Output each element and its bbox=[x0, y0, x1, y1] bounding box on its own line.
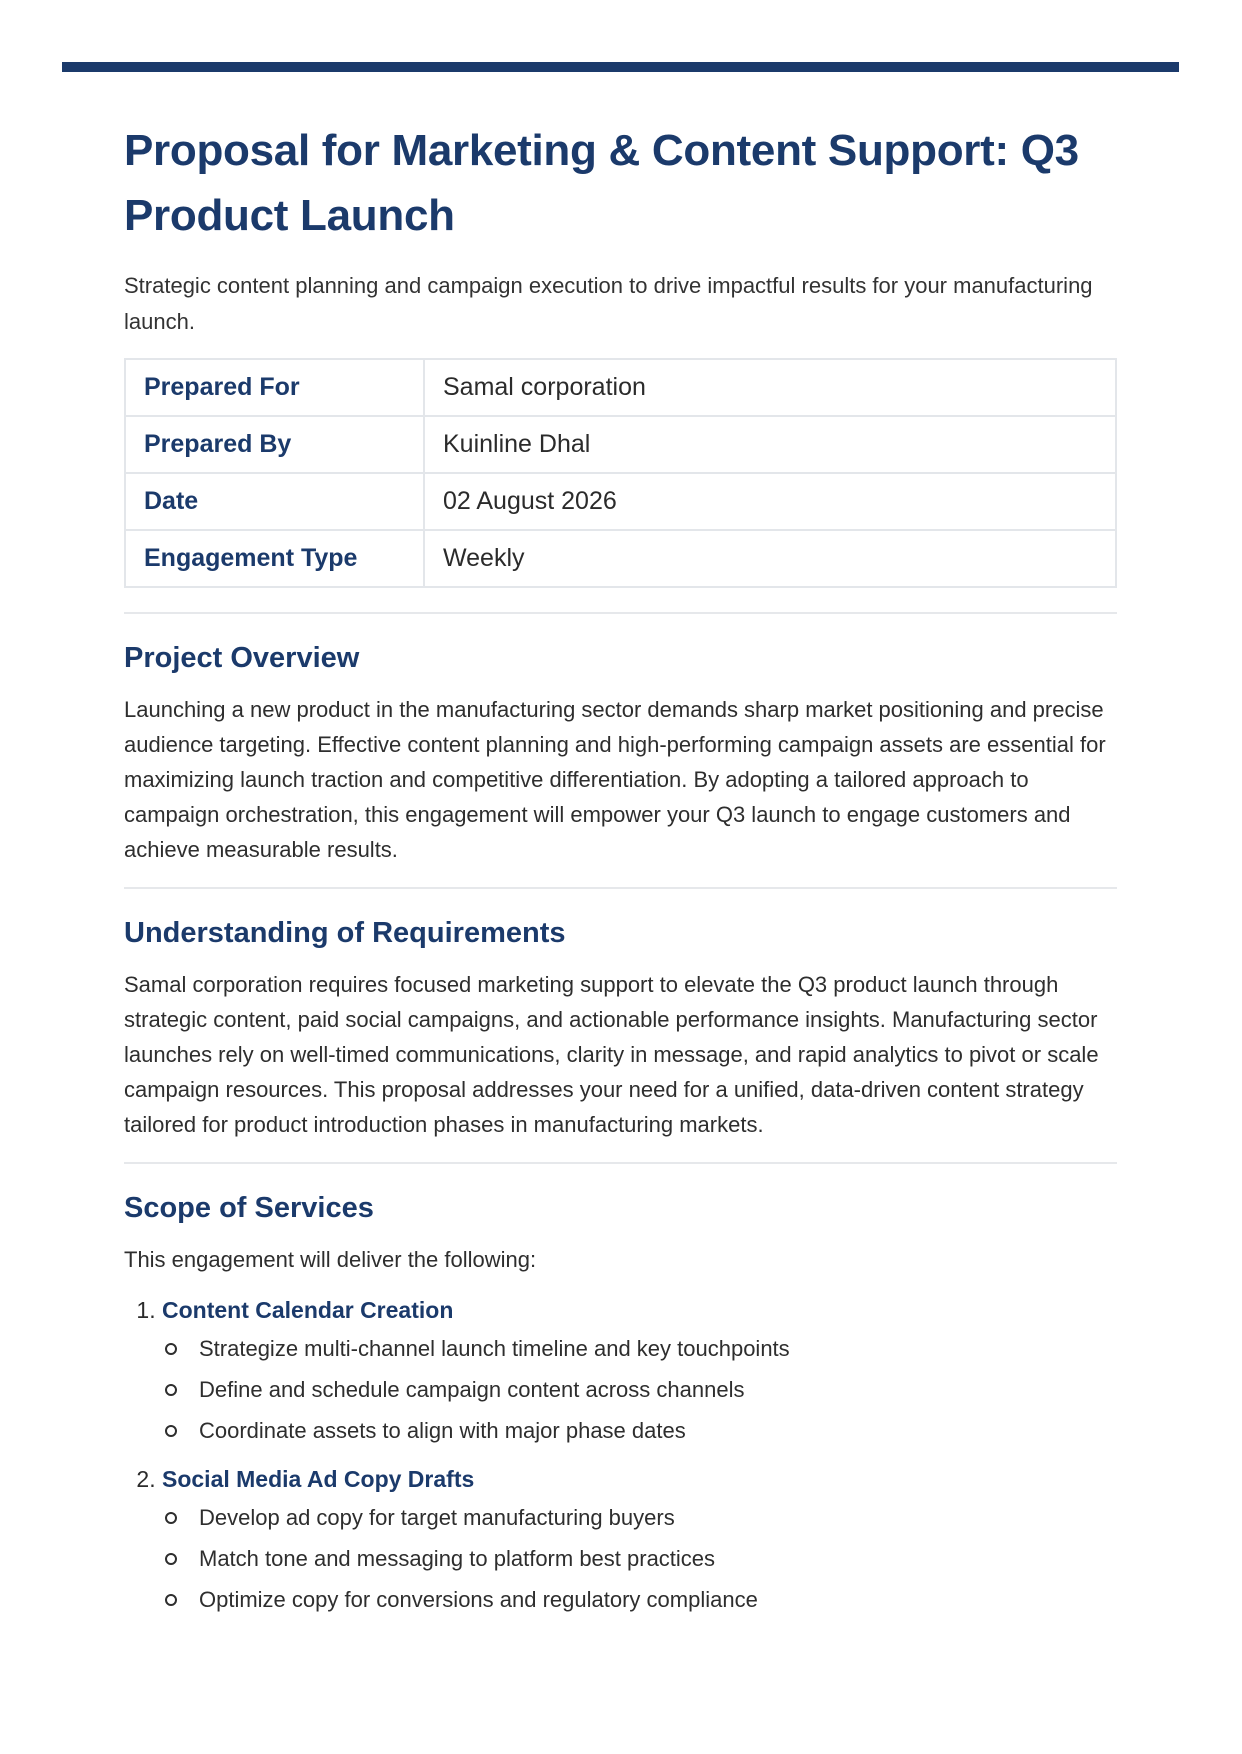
bullet-circle-icon bbox=[165, 1553, 177, 1565]
scope-point: Match tone and messaging to platform best practices bbox=[199, 1546, 716, 1571]
project-overview-heading: Project Overview bbox=[124, 642, 360, 674]
list-item bbox=[162, 1328, 1117, 1369]
table-row bbox=[125, 359, 1116, 416]
bullet-circle-icon bbox=[165, 1425, 177, 1437]
table-row bbox=[125, 530, 1116, 587]
scope-list bbox=[124, 1292, 1117, 1620]
project-overview-text: Launching a new product in the manufacturing sector demands sharp market positioning and precise audience targeting. Effective content planning and high-performing campaign assets are essential for maximizing launch traction and competitive differentiation. By adopting a tailored approach to campaign orchestration, this engagement will empower your Q3 launch to engage customers and achieve measurable results. bbox=[124, 697, 1106, 862]
table-row bbox=[125, 416, 1116, 473]
header-accent-bar bbox=[62, 62, 1179, 72]
prepared-by-label: Prepared By bbox=[125, 416, 424, 473]
list-item bbox=[162, 1497, 1117, 1538]
scope-point: Develop ad copy for target manufacturing buyers bbox=[199, 1505, 675, 1530]
prepared-by-value: Kuinline Dhal bbox=[424, 416, 1116, 473]
scope-intro: This engagement will deliver the following: bbox=[124, 1247, 537, 1272]
list-item bbox=[162, 1538, 1117, 1579]
document-title: Proposal for Marketing & Content Support: Q3 Product Launch bbox=[124, 126, 1079, 240]
bullet-circle-icon bbox=[165, 1512, 177, 1524]
bullet-circle-icon bbox=[165, 1343, 177, 1355]
list-item bbox=[162, 1579, 1117, 1620]
section-divider bbox=[124, 1162, 1117, 1164]
scope-item-title: Social Media Ad Copy Drafts bbox=[162, 1466, 475, 1492]
engagement-type-label: Engagement Type bbox=[125, 530, 424, 587]
scope-heading: Scope of Services bbox=[124, 1192, 374, 1224]
engagement-type-value: Weekly bbox=[424, 530, 1116, 587]
section-divider bbox=[124, 887, 1117, 889]
date-value: 02 August 2026 bbox=[424, 473, 1116, 530]
requirements-heading: Understanding of Requirements bbox=[124, 917, 566, 949]
bullet-circle-icon bbox=[165, 1594, 177, 1606]
scope-sub-list bbox=[162, 1328, 1117, 1451]
list-item bbox=[162, 1292, 1117, 1451]
prepared-for-value: Samal corporation bbox=[424, 359, 1116, 416]
scope-point: Define and schedule campaign content across channels bbox=[199, 1377, 745, 1402]
section-divider bbox=[124, 612, 1117, 614]
list-item bbox=[162, 1461, 1117, 1620]
document-subtitle: Strategic content planning and campaign execution to drive impactful results for your manufacturing launch. bbox=[124, 273, 1093, 334]
list-item bbox=[162, 1410, 1117, 1451]
bullet-circle-icon bbox=[165, 1384, 177, 1396]
list-item bbox=[162, 1369, 1117, 1410]
date-label: Date bbox=[125, 473, 424, 530]
scope-sub-list bbox=[162, 1497, 1117, 1620]
prepared-for-label: Prepared For bbox=[125, 359, 424, 416]
proposal-details-table bbox=[124, 358, 1117, 588]
scope-item-title: Content Calendar Creation bbox=[162, 1297, 454, 1323]
scope-point: Coordinate assets to align with major phase dates bbox=[199, 1418, 686, 1443]
requirements-text: Samal corporation requires focused marketing support to elevate the Q3 product launch through strategic content, paid social campaigns, and actionable performance insights. Manufacturing sector launches rely on well-timed communications, clarity in message, and rapid analytics to pivot or scale campaign resources. This proposal addresses your need for a unified, data-driven content strategy tailored for product introduction phases in manufacturing markets. bbox=[124, 972, 1099, 1137]
scope-point: Strategize multi-channel launch timeline and key touchpoints bbox=[199, 1336, 790, 1361]
table-row bbox=[125, 473, 1116, 530]
document-body bbox=[124, 118, 1117, 1620]
scope-point: Optimize copy for conversions and regulatory compliance bbox=[199, 1587, 758, 1612]
